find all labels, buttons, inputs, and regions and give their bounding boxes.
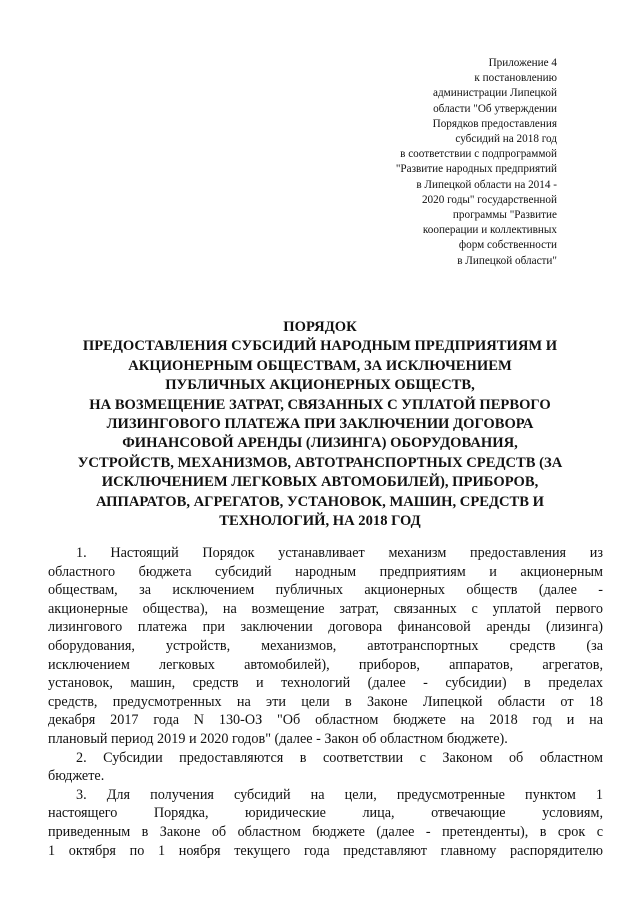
appendix-note xyxy=(327,56,557,269)
title-line: АППАРАТОВ, АГРЕГАТОВ, УСТАНОВОК, МАШИН, СРЕДСТВ И xyxy=(95,493,545,510)
title-line: НА ВОЗМЕЩЕНИЕ ЗАТРАТ, СВЯЗАННЫХ С УПЛАТОЙ ПЕРВОГО xyxy=(89,396,551,413)
document-title xyxy=(40,318,600,531)
body-line: 1. Настоящий Порядок устанавливает механизм предоставления из xyxy=(76,545,603,561)
body-line: бюджете. xyxy=(48,768,105,785)
appendix-line: администрации Липецкой xyxy=(433,87,557,100)
body-line: 1 октября по 1 ноября текущего года представляют главному распорядителю xyxy=(48,842,603,859)
title-line: ФИНАНСОВОЙ АРЕНДЫ (ЛИЗИНГА) ОБОРУДОВАНИЯ, xyxy=(122,435,518,452)
body-line: декабря 2017 года N 130-ОЗ "Об областном бюджете на 2018 год и на xyxy=(48,712,603,729)
appendix-line: кооперации и коллективных xyxy=(422,224,557,237)
appendix-line: Порядков предоставления xyxy=(432,117,557,130)
body-line: 3. Для получения субсидий на цели, предусмотренные пунктом 1 xyxy=(76,786,603,803)
body-line: лизингового платежа при заключении договора финансовой аренды (лизинга) xyxy=(48,619,603,636)
appendix-line: в соответствии с подпрограммой xyxy=(400,148,557,161)
body-line: плановый период 2019 и 2020 годов" (далее - Закон об областном бюджете). xyxy=(48,730,508,747)
title-line: ИСКЛЮЧЕНИЕМ ЛЕГКОВЫХ АВТОМОБИЛЕЙ), ПРИБОРОВ, xyxy=(101,474,539,491)
title-line: ПРЕДОСТАВЛЕНИЯ СУБСИДИЙ НАРОДНЫМ ПРЕДПРИЯТИЯМ И xyxy=(82,338,558,355)
body-line: областного бюджета субсидий народным предприятиям и акционерным xyxy=(48,563,603,580)
document-body xyxy=(48,544,603,860)
appendix-line: Приложение 4 xyxy=(488,57,557,69)
title-line: ПОРЯДОК xyxy=(283,319,357,335)
title-line: ТЕХНОЛОГИЙ, НА 2018 ГОД xyxy=(219,513,421,530)
appendix-line: области "Об утверждении xyxy=(433,102,557,115)
appendix-line: программы "Развитие xyxy=(452,209,557,222)
body-line: средств, предусмотренных на эти цели в Законе Липецкой области от 18 xyxy=(48,693,603,710)
title-line: УСТРОЙСТВ, МЕХАНИЗМОВ, АВТОТРАНСПОРТНЫХ СРЕДСТВ (ЗА xyxy=(77,454,563,471)
body-line: акционерные общества), на возмещение затрат, связанных с уплатой первого xyxy=(48,600,603,617)
appendix-line: в Липецкой области на 2014 - xyxy=(416,178,557,191)
body-line: настоящего Порядка, юридические лица, отвечающие условиям, xyxy=(48,805,603,822)
body-line: обществам, за исключением публичных акционерных обществ (далее - xyxy=(48,582,603,599)
appendix-line: субсидий на 2018 год xyxy=(455,133,557,146)
body-line: приведенным в Законе об областном бюджете (далее - претенденты), в срок с xyxy=(48,823,603,840)
body-line: оборудования, устройств, механизмов, автотранспортных средств (за xyxy=(48,637,603,654)
body-line: исключением легковых автомобилей), приборов, аппаратов, агрегатов, xyxy=(48,656,603,673)
body-line: 2. Субсидии предоставляются в соответствии с Законом об областном xyxy=(76,749,603,766)
title-line: АКЦИОНЕРНЫМ ОБЩЕСТВАМ, ЗА ИСКЛЮЧЕНИЕМ xyxy=(128,357,512,374)
title-line: ЛИЗИНГОВОГО ПЛАТЕЖА ПРИ ЗАКЛЮЧЕНИИ ДОГОВОРА xyxy=(106,416,534,433)
appendix-line: форм собственности xyxy=(458,239,557,252)
appendix-line: к постановлению xyxy=(474,72,557,85)
body-line: установок, машин, средств и технологий (далее - субсидии) в пределах xyxy=(48,675,603,692)
appendix-line: в Липецкой области" xyxy=(457,254,557,267)
appendix-line: 2020 годы" государственной xyxy=(421,193,557,206)
appendix-line: "Развитие народных предприятий xyxy=(395,163,557,176)
title-line: ПУБЛИЧНЫХ АКЦИОНЕРНЫХ ОБЩЕСТВ, xyxy=(165,377,475,394)
